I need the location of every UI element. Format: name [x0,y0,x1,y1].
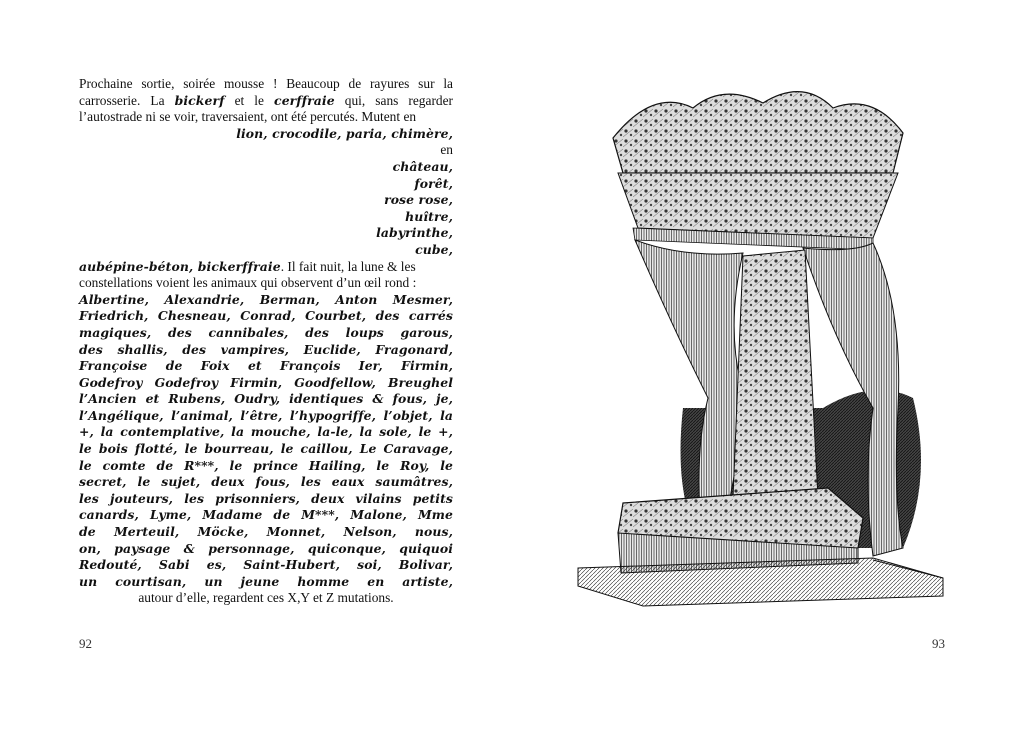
text-line: carrosserie. La bickerf et le cerffraie qui, sans regarder [79,92,453,108]
column-item: labyrinthe, [376,225,453,241]
name-line: de Merteuil, Möcke, Monnet, Nelson, nous, [79,524,453,540]
name-line: Albertine, Alexandrie, Berman, Anton Mesmer, [79,291,453,307]
text-line: constellations voient les animaux qui observent d’un œil rond : [79,275,417,291]
en-line: en [440,142,453,158]
canopy-crest [613,92,903,173]
name-line: un courtisan, un jeune homme en artiste, [79,573,453,589]
name-line: Friedrich, Chesneau, Conrad, Courbet, des carrés [79,308,453,324]
column-item: cube, [415,241,453,257]
poem-text [79,76,453,607]
canopy-bed-engraving [573,78,946,613]
closing-line: autour d’elle, regardent ces X,Y et Z mutations. [138,590,394,606]
name-line: Godefroy Godefroy Firmin, Goodfellow, Breughel [79,374,453,390]
column-item: rose rose, [384,192,453,208]
name-line: l’Ancien et Rubens, Oudry, identiques & fous, je, [79,391,453,407]
name-line: +, la contemplative, la mouche, la-le, la sole, le +, [79,424,453,440]
canopy-valance [618,173,898,238]
mutations-line: lion, crocodile, paria, chimère, [236,125,453,141]
names-list [79,292,453,591]
name-line: on, paysage & personnage, quiconque, quiquoi [79,540,453,556]
name-line: le bois flotté, le bourreau, le caillou, Le Caravage, [79,441,453,457]
name-line: l’Angélique, l’animal, l’être, l’hypogriffe, l’objet, la [79,407,453,423]
name-line: le comte de R***, le prince Hailing, le Roy, le [79,457,453,473]
text-line: Prochaine sortie, soirée mousse ! Beaucoup de rayures sur la [79,76,453,91]
page-number: 92 [79,636,92,651]
name-line: secret, le sujet, deux fous, les eaux saumâtres, [79,474,453,490]
italic-word: bickerf [174,92,225,108]
page-number: 93 [932,636,945,651]
italic-word: cerffraie [274,92,335,108]
name-line: les jouteurs, les prisonniers, deux vilains petits [79,490,453,506]
column-item: forêt, [414,175,453,191]
name-line: Françoise de Foix et François Ier, Firmin, [79,358,453,374]
text-line: aubépine-béton, bickerffraie. Il fait nuit, la lune & les [79,258,416,274]
text-line: l’autostrade ni se voir, traversaient, ont été percutés. Mutent en [79,109,417,125]
headboard [733,250,818,498]
column-item: château, [392,158,453,174]
name-line: Redouté, Sabi es, Saint-Hubert, soi, Bolivar, [79,557,453,573]
column-item: huître, [405,208,453,224]
name-line: des shallis, des vampires, Euclide, Fragonard, [79,341,453,357]
name-line: magiques, des cannibales, des loups garous, [79,324,453,340]
name-line: canards, Lyme, Madame de M***, Malone, Mme [79,507,453,523]
